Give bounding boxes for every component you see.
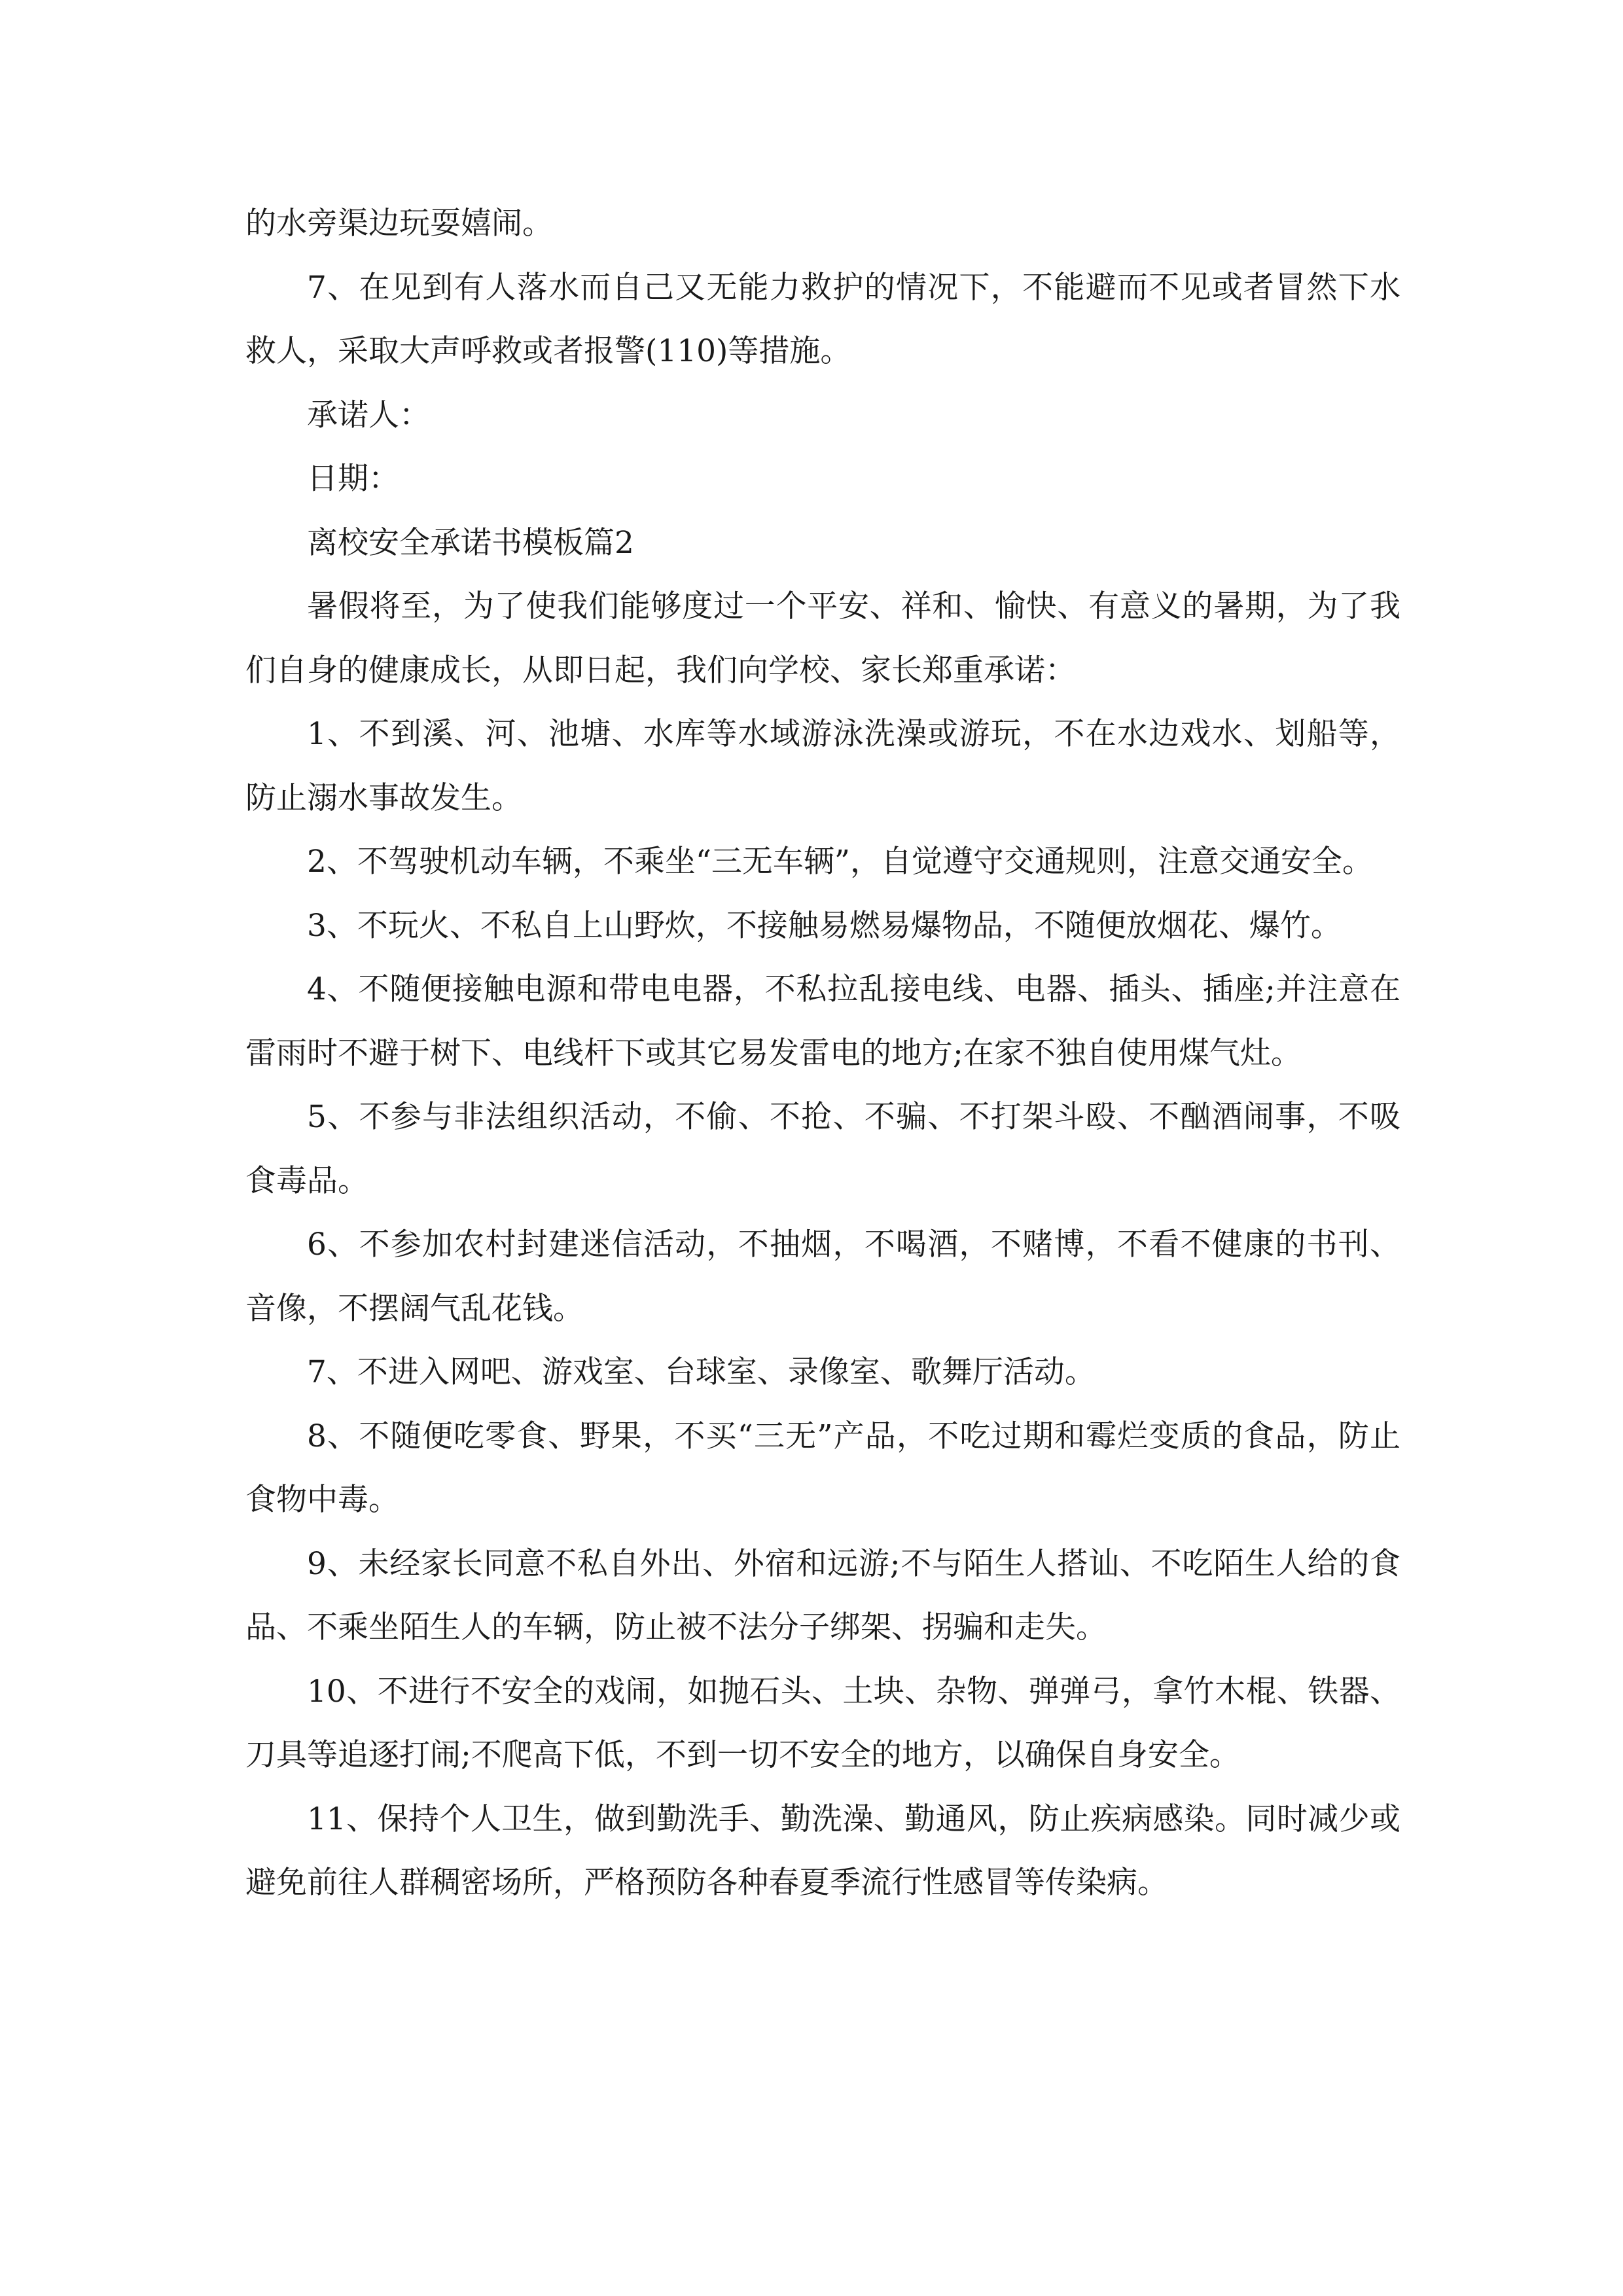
paragraph-item-5: 5、不参与非法组织活动，不偷、不抢、不骗、不打架斗殴、不酗酒闹事，不吸食毒品。	[245, 1099, 1400, 1199]
paragraph-intro: 暑假将至，为了使我们能够度过一个平安、祥和、愉快、有意义的暑期，为了我们自身的健康成长，从即日起，我们向学校、家长郑重承诺：	[245, 588, 1400, 689]
section-heading: 离校安全承诺书模板篇2	[307, 524, 634, 561]
paragraph-continuation: 的水旁渠边玩耍嬉闹。	[245, 206, 553, 242]
paragraph-item-3: 3、不玩火、不私自上山野炊，不接触易燃易爆物品，不随便放烟花、爆竹。	[307, 907, 1342, 944]
paragraph-item-7-rescue: 7、在见到有人落水而自己又无能力救护的情况下，不能避而不见或者冒然下水救人，采取大声呼救或者报警(110)等措施。	[245, 269, 1400, 369]
paragraph-item-10: 10、不进行不安全的戏闹，如抛石头、土块、杂物、弹弹弓，拿竹木棍、铁器、刀具等追逐打闹;不爬高下低，不到一切不安全的地方，以确保自身安全。	[245, 1673, 1400, 1773]
signature-line: 承诺人：	[307, 397, 430, 433]
paragraph-item-11: 11、保持个人卫生，做到勤洗手、勤洗澡、勤通风，防止疾病感染。同时减少或避免前往人群稠密场所，严格预防各种春夏季流行性感冒等传染病。	[245, 1801, 1400, 1901]
paragraph-item-7: 7、不进入网吧、游戏室、台球室、录像室、歌舞厅活动。	[307, 1354, 1096, 1390]
date-line: 日期：	[307, 461, 399, 497]
paragraph-item-6: 6、不参加农村封建迷信活动，不抽烟，不喝酒，不赌博，不看不健康的书刊、音像，不摆阔气乱花钱。	[245, 1227, 1400, 1327]
paragraph-item-2: 2、不驾驶机动车辆，不乘坐“三无车辆”，自觉遵守交通规则，注意交通安全。	[307, 844, 1373, 880]
paragraph-item-8: 8、不随便吃零食、野果，不买“三无”产品，不吃过期和霉烂变质的食品，防止食物中毒。	[245, 1418, 1400, 1518]
paragraph-item-4: 4、不随便接触电源和带电电器，不私拉乱接电线、电器、插头、插座;并注意在雷雨时不避于树下、电线杆下或其它易发雷电的地方;在家不独自使用煤气灶。	[245, 971, 1400, 1071]
paragraph-item-9: 9、未经家长同意不私自外出、外宿和远游;不与陌生人搭讪、不吃陌生人给的食品、不乘坐陌生人的车辆，防止被不法分子绑架、拐骗和走失。	[245, 1545, 1400, 1645]
document-body	[245, 192, 1400, 1915]
paragraph-item-1: 1、不到溪、河、池塘、水库等水域游泳洗澡或游玩，不在水边戏水、划船等，防止溺水事故发生。	[245, 716, 1400, 816]
